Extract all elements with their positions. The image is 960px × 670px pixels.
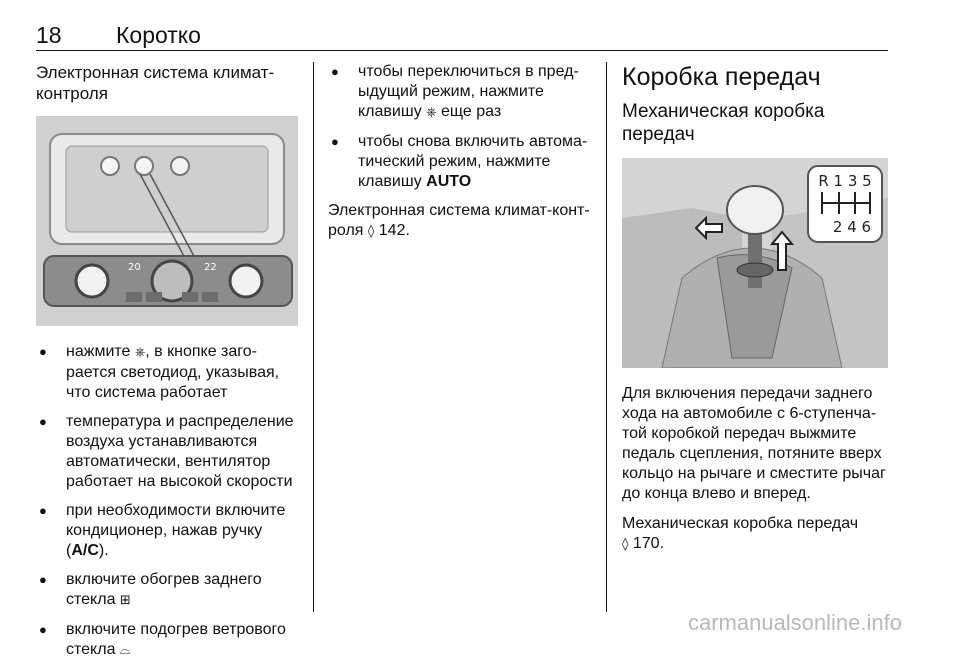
list-item: ● чтобы снова включить автома-тический режим, нажмите клавишу AUTO	[328, 132, 590, 192]
section-subtitle: Механическая коробка передач	[622, 101, 825, 145]
section-title: Коробка передач	[622, 63, 821, 91]
column-1	[36, 62, 298, 670]
gear-shift-figure	[622, 158, 888, 368]
list-item: ● при необходимости включите кондиционер, нажав ручку (A/C).	[36, 501, 298, 561]
page-header	[36, 14, 888, 50]
temp-left-label: 20	[128, 262, 141, 273]
column-divider	[606, 62, 607, 612]
climate-steps-list	[36, 342, 298, 661]
page-ref-arrow-icon: ◊	[367, 224, 375, 239]
column-2	[328, 62, 590, 242]
temp-right-label: 22	[204, 262, 217, 273]
fan-auto-icon: ⎈	[426, 105, 437, 120]
windshield-heat-icon: ⌓	[119, 643, 131, 658]
gear-pattern-top: R 1 3 5	[818, 172, 872, 190]
chapter-title: Коротко	[116, 22, 201, 48]
climate-heading: Электронная система климат-контроля	[36, 63, 275, 103]
page-ref-arrow-icon: ◊	[622, 537, 629, 552]
fan-auto-icon: ⎈	[134, 345, 146, 360]
column-3	[622, 62, 890, 555]
climate-control-figure	[36, 116, 298, 326]
rear-defrost-icon: ⊞	[119, 593, 131, 608]
header-rule	[36, 50, 888, 51]
watermark: carmanualsonline.info	[687, 610, 902, 635]
reverse-gear-paragraph: Для включения передачи заднего хода на автомобиле с 6-ступенча-той коробкой передач выжмите педаль сцепления, потяните вверх кольцо на рычаге и сместите рычаг до конца влево и вперед.	[622, 385, 886, 502]
column-divider	[313, 62, 314, 612]
gear-pattern-bottom: 2 4 6	[832, 218, 872, 236]
list-item: ● нажмите ⎈, в кнопке заго-рается светодиод, указывая, что система работает	[36, 342, 298, 403]
cross-reference: Электронная система климат-конт-роля ◊ 142.	[328, 202, 590, 239]
climate-steps-list-2	[328, 62, 590, 192]
page-number: 18	[36, 22, 62, 48]
list-item: ● включите подогрев ветрового стекла ⌓	[36, 620, 298, 661]
list-item: ● чтобы переключиться в пред-ыдущий режим, нажмите клавишу ⎈ еще раз	[328, 62, 590, 123]
list-item: ● включите обогрев заднего стекла ⊞	[36, 570, 298, 611]
list-item: ● температура и распределение воздуха устанавливаются автоматически, вентилятор работает на высокой скорости	[36, 412, 298, 492]
cross-reference: Механическая коробка передач ◊ 170.	[622, 515, 859, 552]
